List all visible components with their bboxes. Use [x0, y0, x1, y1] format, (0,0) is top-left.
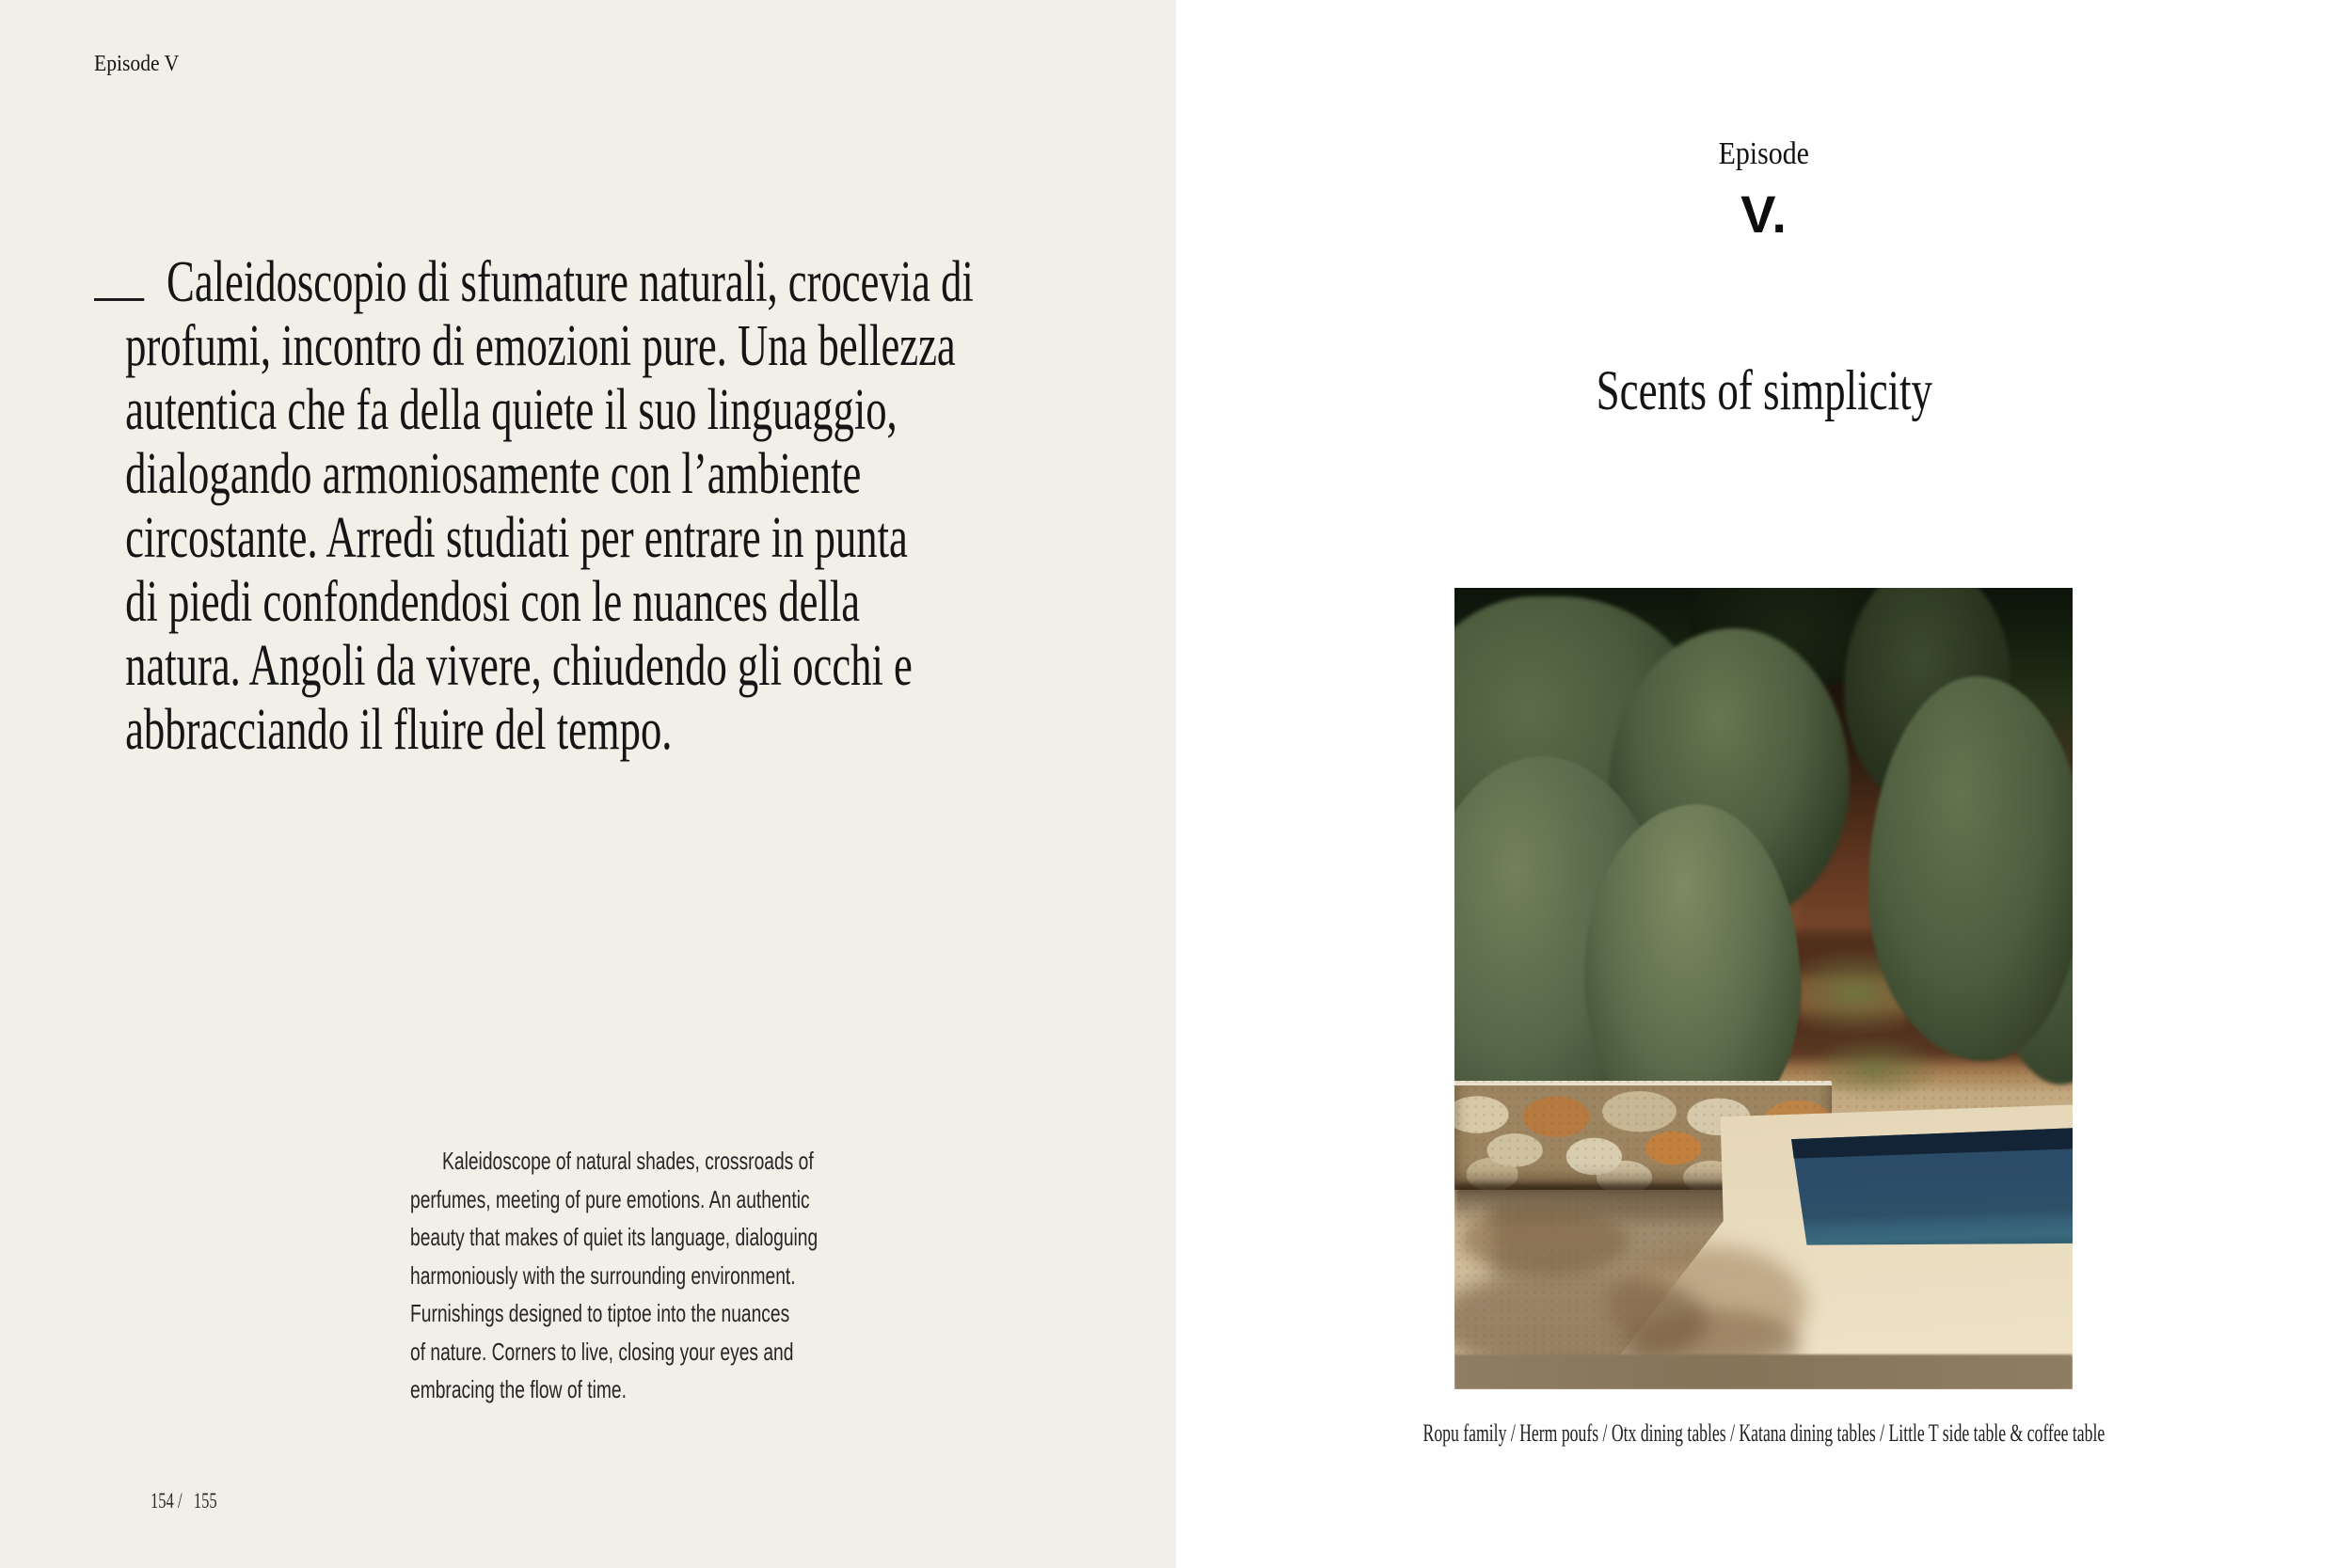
italian-line: natura. Angoli da vivere, chiudendo gli occhi e	[125, 634, 913, 698]
right-page	[1176, 0, 2352, 1568]
english-line: of nature. Corners to live, closing your eyes and	[410, 1337, 794, 1366]
italian-line: dialogando armoniosamente con l’ambiente	[125, 442, 862, 506]
deck-bottom-shadow	[1454, 1354, 2073, 1389]
episode-numeral: V.	[1740, 184, 1788, 244]
lead-dash-icon	[94, 298, 144, 301]
italian-line	[94, 250, 1110, 314]
page-number-right: 155	[193, 1489, 217, 1513]
italian-lead-paragraph	[94, 250, 1110, 762]
page-number-left: 154 /	[151, 1489, 183, 1513]
italian-line-text: Caleidoscopio di sfumature naturali, crocevia di	[167, 250, 974, 314]
english-translation-paragraph	[410, 1142, 1037, 1409]
english-line: harmoniously with the surrounding environment.	[410, 1260, 796, 1290]
leaf-shadow	[1461, 1209, 1628, 1273]
photo-caption-text: Ropu family / Herm poufs / Otx dining tables / Katana dining tables / Little T side table & coffee table	[1422, 1419, 2106, 1447]
running-head: Episode V	[94, 52, 180, 76]
english-line: beauty that makes of quiet its language, dialoguing	[410, 1223, 818, 1251]
italian-line: circostante. Arredi studiati per entrare in punta	[125, 506, 908, 570]
english-line: perfumes, meeting of pure emotions. An authentic	[410, 1184, 810, 1213]
english-line: Furnishings designed to tiptoe into the nuances	[410, 1299, 790, 1327]
page-title-text: Scents of simplicity	[1596, 359, 1932, 421]
italian-line: abbracciando il fluire del tempo.	[125, 698, 673, 762]
episode-kicker	[1176, 135, 2352, 173]
photo-caption	[1176, 1418, 2352, 1449]
episode-kicker-text: Episode	[1718, 136, 1810, 171]
italian-line: autentica che fa della quiete il suo linguaggio,	[125, 378, 898, 442]
page-numbers	[151, 1489, 217, 1513]
page-title	[1176, 359, 2352, 421]
english-line: Kaleidoscope of natural shades, crossroads of	[442, 1147, 814, 1175]
italian-line: di piedi confondendosi con le nuances della	[125, 570, 861, 634]
olive-grove-photo	[1454, 588, 2073, 1389]
italian-line: profumi, incontro di emozioni pure. Una bellezza	[125, 314, 956, 378]
english-line: embracing the flow of time.	[410, 1375, 627, 1403]
